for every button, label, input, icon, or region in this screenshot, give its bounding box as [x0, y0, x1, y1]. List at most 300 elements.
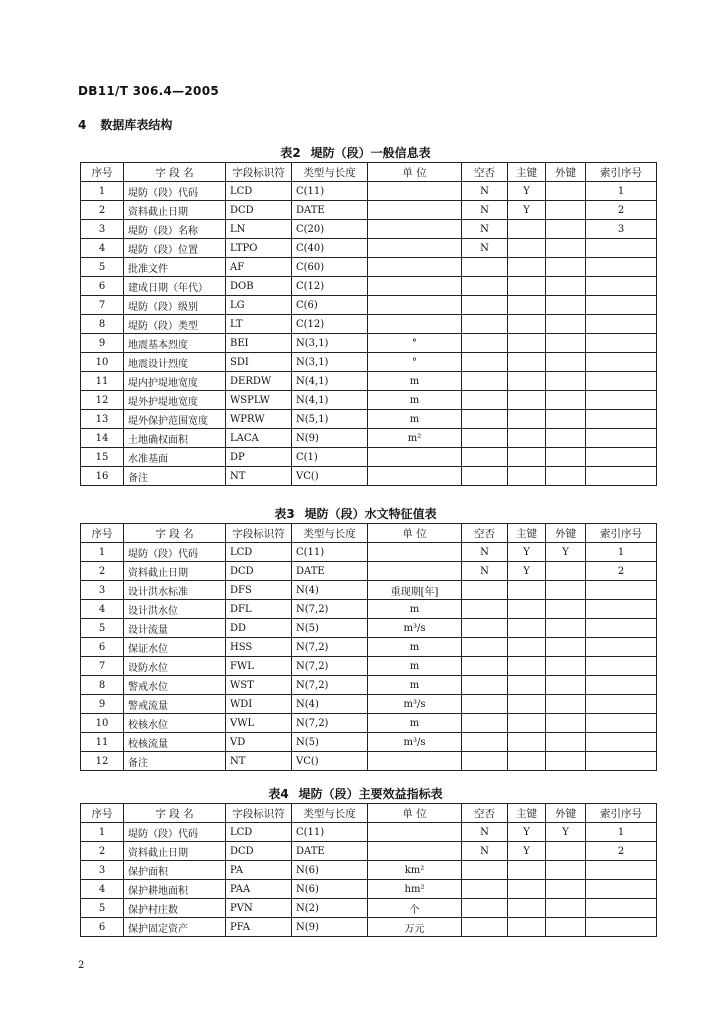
table-cell: N: [462, 201, 508, 220]
table-cell: 3: [81, 220, 124, 239]
table-cell: [462, 467, 508, 486]
table-cell: [462, 581, 508, 600]
table-cell: VC(): [292, 752, 368, 771]
column-header: 类型与长度: [292, 163, 368, 182]
table-cell: 1: [81, 823, 124, 842]
table4-benefit-indicators: [80, 803, 657, 937]
table-cell: 堤防（段）级别: [124, 296, 226, 315]
table-cell: [368, 842, 462, 861]
table-cell: 资料截止日期: [124, 201, 226, 220]
table-cell: [586, 467, 657, 486]
table-cell: N(2): [292, 899, 368, 918]
table-cell: [508, 410, 546, 429]
table-cell: 保护村庄数: [124, 899, 226, 918]
section-heading: [78, 116, 172, 133]
table-row: [81, 220, 657, 239]
table-row: [81, 733, 657, 752]
table-cell: C(11): [292, 543, 368, 562]
table-cell: [586, 752, 657, 771]
table-cell: DP: [226, 448, 292, 467]
table-cell: 堤外护堤地宽度: [124, 391, 226, 410]
table-cell: DFL: [226, 600, 292, 619]
table-cell: N(7,2): [292, 676, 368, 695]
table-cell: 6: [81, 277, 124, 296]
table-cell: 9: [81, 334, 124, 353]
table-cell: [462, 391, 508, 410]
table-cell: [368, 277, 462, 296]
table-cell: [508, 581, 546, 600]
table-cell: [508, 657, 546, 676]
table-cell: [508, 619, 546, 638]
table-cell: 6: [81, 638, 124, 657]
table-cell: [586, 429, 657, 448]
column-header: 序号: [81, 804, 124, 823]
table-cell: 万元: [368, 918, 462, 937]
table-cell: [586, 258, 657, 277]
table-cell: [546, 239, 586, 258]
table-cell: 堤防（段）代码: [124, 823, 226, 842]
table-cell: 13: [81, 410, 124, 429]
column-header: 外键: [546, 524, 586, 543]
table-row: [81, 562, 657, 581]
table-cell: WPRW: [226, 410, 292, 429]
table-cell: [508, 752, 546, 771]
table-cell: C(40): [292, 239, 368, 258]
table-cell: FWL: [226, 657, 292, 676]
table-cell: LN: [226, 220, 292, 239]
table-cell: C(1): [292, 448, 368, 467]
table-cell: [546, 861, 586, 880]
table-cell: 4: [81, 880, 124, 899]
table-row: [81, 353, 657, 372]
table-cell: [368, 239, 462, 258]
table-cell: 资料截止日期: [124, 842, 226, 861]
table-cell: [508, 353, 546, 372]
table-cell: °: [368, 353, 462, 372]
table-cell: Y: [508, 562, 546, 581]
table-cell: N: [462, 562, 508, 581]
table-cell: [546, 695, 586, 714]
column-header: 字段标识符: [226, 163, 292, 182]
table-cell: 堤防（段）代码: [124, 182, 226, 201]
table-cell: 2: [586, 201, 657, 220]
table-cell: [586, 676, 657, 695]
table-cell: DERDW: [226, 372, 292, 391]
table-cell: C(6): [292, 296, 368, 315]
table-cell: Y: [508, 842, 546, 861]
table-cell: [546, 220, 586, 239]
table-cell: [508, 239, 546, 258]
table-cell: m³/s: [368, 695, 462, 714]
table-cell: 7: [81, 296, 124, 315]
table-cell: N(5,1): [292, 410, 368, 429]
table-cell: km²: [368, 861, 462, 880]
table-cell: N(4,1): [292, 372, 368, 391]
column-header: 主键: [508, 524, 546, 543]
table-cell: 设计洪水位: [124, 600, 226, 619]
table-cell: 6: [81, 918, 124, 937]
table-cell: [508, 638, 546, 657]
table-cell: [546, 429, 586, 448]
column-header: 空否: [462, 163, 508, 182]
column-header: 单 位: [368, 804, 462, 823]
table-cell: 2: [81, 562, 124, 581]
table-cell: [368, 182, 462, 201]
table-cell: N(5): [292, 733, 368, 752]
table-cell: 设计洪水标准: [124, 581, 226, 600]
table4-caption-title: 堤防（段）主要效益指标表: [298, 787, 443, 801]
table-header-row: [81, 163, 657, 182]
table-cell: 堤防（段）名称: [124, 220, 226, 239]
table-cell: [546, 733, 586, 752]
table-cell: m: [368, 638, 462, 657]
table-cell: [508, 220, 546, 239]
table-cell: m: [368, 410, 462, 429]
table-cell: [586, 695, 657, 714]
table-cell: Y: [508, 543, 546, 562]
table-cell: 12: [81, 391, 124, 410]
table-cell: [546, 676, 586, 695]
table-cell: [586, 861, 657, 880]
table-cell: [508, 918, 546, 937]
table-cell: [508, 861, 546, 880]
column-header: 字 段 名: [124, 163, 226, 182]
table-cell: HSS: [226, 638, 292, 657]
table-cell: DATE: [292, 201, 368, 220]
table-row: [81, 182, 657, 201]
table-cell: 4: [81, 600, 124, 619]
table-cell: [508, 258, 546, 277]
table-cell: N: [462, 182, 508, 201]
table-cell: [586, 296, 657, 315]
table-cell: N(4,1): [292, 391, 368, 410]
table-cell: [586, 391, 657, 410]
table-row: [81, 467, 657, 486]
table-cell: [586, 619, 657, 638]
section-number: 4: [78, 118, 87, 132]
table-cell: m: [368, 391, 462, 410]
table-cell: 9: [81, 695, 124, 714]
table-cell: [546, 201, 586, 220]
table-header-row: [81, 524, 657, 543]
table-cell: 堤防（段）类型: [124, 315, 226, 334]
column-header: 外键: [546, 163, 586, 182]
table-cell: DFS: [226, 581, 292, 600]
table-row: [81, 619, 657, 638]
table4-caption: [0, 785, 711, 802]
table-cell: N(6): [292, 880, 368, 899]
table-cell: LCD: [226, 823, 292, 842]
column-header: 序号: [81, 163, 124, 182]
table-cell: [368, 258, 462, 277]
table-cell: WST: [226, 676, 292, 695]
table-cell: 1: [586, 823, 657, 842]
table-cell: 资料截止日期: [124, 562, 226, 581]
column-header: 单 位: [368, 524, 462, 543]
table-cell: [462, 638, 508, 657]
table-cell: SDI: [226, 353, 292, 372]
table-row: [81, 448, 657, 467]
table-cell: [586, 880, 657, 899]
table-cell: °: [368, 334, 462, 353]
table-cell: N(7,2): [292, 638, 368, 657]
table-cell: [462, 861, 508, 880]
table-cell: 3: [81, 581, 124, 600]
table-cell: [508, 600, 546, 619]
table-cell: N(7,2): [292, 657, 368, 676]
table-cell: 校核水位: [124, 714, 226, 733]
table-cell: 2: [586, 842, 657, 861]
table-row: [81, 429, 657, 448]
table-cell: 批准文件: [124, 258, 226, 277]
table-cell: 备注: [124, 467, 226, 486]
table-row: [81, 543, 657, 562]
table-cell: 校核流量: [124, 733, 226, 752]
table-row: [81, 638, 657, 657]
table-cell: [462, 918, 508, 937]
table-cell: N: [462, 823, 508, 842]
table-cell: [462, 334, 508, 353]
table-cell: [462, 714, 508, 733]
table-cell: [462, 657, 508, 676]
table-cell: [508, 334, 546, 353]
table-cell: [508, 695, 546, 714]
table-cell: 14: [81, 429, 124, 448]
table-cell: AF: [226, 258, 292, 277]
table-cell: [508, 277, 546, 296]
table-cell: [586, 657, 657, 676]
table-cell: [546, 880, 586, 899]
table-cell: [508, 296, 546, 315]
table-row: [81, 918, 657, 937]
table-cell: N: [462, 220, 508, 239]
table-cell: [462, 619, 508, 638]
column-header: 外键: [546, 804, 586, 823]
table-cell: 4: [81, 239, 124, 258]
table-cell: 5: [81, 899, 124, 918]
table-cell: PA: [226, 861, 292, 880]
table-cell: [586, 600, 657, 619]
table-cell: 地震设计烈度: [124, 353, 226, 372]
section-title: 数据库表结构: [100, 118, 173, 132]
column-header: 类型与长度: [292, 524, 368, 543]
table-cell: [462, 880, 508, 899]
table-cell: PVN: [226, 899, 292, 918]
table-cell: C(12): [292, 315, 368, 334]
table-cell: [508, 714, 546, 733]
table-cell: 设防水位: [124, 657, 226, 676]
table-cell: 水准基面: [124, 448, 226, 467]
table-cell: [586, 733, 657, 752]
table-cell: [546, 714, 586, 733]
table-cell: m: [368, 714, 462, 733]
table-cell: [462, 315, 508, 334]
table-cell: 保护面积: [124, 861, 226, 880]
table-cell: Y: [508, 182, 546, 201]
table-row: [81, 581, 657, 600]
table-cell: PAA: [226, 880, 292, 899]
table-cell: 2: [81, 201, 124, 220]
table-cell: C(11): [292, 182, 368, 201]
table-row: [81, 861, 657, 880]
table-cell: [586, 239, 657, 258]
table-cell: [586, 277, 657, 296]
table-cell: [462, 676, 508, 695]
table-cell: [546, 467, 586, 486]
table-row: [81, 676, 657, 695]
table-cell: 1: [586, 182, 657, 201]
table-cell: [462, 429, 508, 448]
table-cell: 保证水位: [124, 638, 226, 657]
table-cell: [508, 899, 546, 918]
document-code: DB11/T 306.4—2005: [78, 84, 220, 98]
table-row: [81, 823, 657, 842]
table-cell: Y: [546, 543, 586, 562]
table-cell: [586, 410, 657, 429]
table-cell: VD: [226, 733, 292, 752]
table-cell: 5: [81, 619, 124, 638]
table-cell: N(4): [292, 581, 368, 600]
table-cell: [462, 410, 508, 429]
table-cell: [546, 277, 586, 296]
column-header: 索引序号: [586, 163, 657, 182]
table-cell: m³/s: [368, 619, 462, 638]
table-cell: 7: [81, 657, 124, 676]
table-cell: DATE: [292, 842, 368, 861]
table-cell: NT: [226, 467, 292, 486]
table-cell: [462, 733, 508, 752]
table-cell: [586, 638, 657, 657]
table-cell: [586, 899, 657, 918]
table-cell: N(6): [292, 861, 368, 880]
table-cell: 8: [81, 676, 124, 695]
table4-caption-number: 表4: [268, 787, 289, 801]
table-cell: [462, 448, 508, 467]
table-cell: [586, 353, 657, 372]
table2-caption-number: 表2: [280, 146, 301, 160]
table-cell: m³/s: [368, 733, 462, 752]
table-cell: [546, 657, 586, 676]
table-row: [81, 899, 657, 918]
column-header: 空否: [462, 524, 508, 543]
table-cell: N(3,1): [292, 334, 368, 353]
table-cell: 1: [81, 543, 124, 562]
table-cell: [546, 448, 586, 467]
table-cell: [546, 182, 586, 201]
table3-caption: [0, 505, 711, 522]
table-cell: [462, 695, 508, 714]
table-cell: [546, 315, 586, 334]
table-cell: N(9): [292, 918, 368, 937]
table-cell: [546, 918, 586, 937]
table-cell: [546, 410, 586, 429]
table-row: [81, 201, 657, 220]
table-cell: 堤内护堤地宽度: [124, 372, 226, 391]
table-row: [81, 752, 657, 771]
table-cell: [368, 448, 462, 467]
table-cell: 3: [586, 220, 657, 239]
table-cell: [546, 638, 586, 657]
table-row: [81, 600, 657, 619]
table3-caption-number: 表3: [274, 507, 295, 521]
table-row: [81, 657, 657, 676]
table-cell: 11: [81, 733, 124, 752]
table-row: [81, 391, 657, 410]
table-cell: 3: [81, 861, 124, 880]
table-cell: [462, 899, 508, 918]
table-cell: m: [368, 657, 462, 676]
table-cell: [586, 372, 657, 391]
column-header: 序号: [81, 524, 124, 543]
table-cell: [586, 581, 657, 600]
table-cell: 重现期[年]: [368, 581, 462, 600]
table-cell: 5: [81, 258, 124, 277]
table-cell: VC(): [292, 467, 368, 486]
table-cell: DCD: [226, 562, 292, 581]
table-cell: N(9): [292, 429, 368, 448]
table-cell: [368, 823, 462, 842]
table-cell: WDI: [226, 695, 292, 714]
table-cell: [508, 429, 546, 448]
table3-caption-title: 堤防（段）水文特征值表: [304, 507, 437, 521]
table-cell: [508, 372, 546, 391]
table-cell: N(5): [292, 619, 368, 638]
table-cell: hm²: [368, 880, 462, 899]
table-row: [81, 880, 657, 899]
table-cell: [508, 467, 546, 486]
table-cell: [508, 315, 546, 334]
table-cell: [462, 353, 508, 372]
table-cell: LCD: [226, 182, 292, 201]
table-cell: 堤防（段）位置: [124, 239, 226, 258]
table-cell: [368, 543, 462, 562]
table-cell: m²: [368, 429, 462, 448]
table-cell: [546, 372, 586, 391]
table-row: [81, 695, 657, 714]
table-cell: [368, 296, 462, 315]
table-cell: 建成日期（年代）: [124, 277, 226, 296]
table-cell: [546, 258, 586, 277]
table-row: [81, 315, 657, 334]
column-header: 索引序号: [586, 804, 657, 823]
table-cell: LACA: [226, 429, 292, 448]
table-cell: [508, 391, 546, 410]
table-cell: [462, 258, 508, 277]
table-cell: [462, 277, 508, 296]
table-row: [81, 372, 657, 391]
table-cell: [546, 752, 586, 771]
table-cell: [586, 315, 657, 334]
table-cell: [368, 315, 462, 334]
table-cell: LTPO: [226, 239, 292, 258]
table-cell: 土地确权面积: [124, 429, 226, 448]
table-cell: N(4): [292, 695, 368, 714]
table-cell: [368, 201, 462, 220]
column-header: 单 位: [368, 163, 462, 182]
table-cell: C(12): [292, 277, 368, 296]
table-cell: 警戒流量: [124, 695, 226, 714]
table-cell: [508, 676, 546, 695]
table-cell: NT: [226, 752, 292, 771]
table-cell: N(3,1): [292, 353, 368, 372]
table-cell: 16: [81, 467, 124, 486]
table-cell: C(11): [292, 823, 368, 842]
table-cell: 15: [81, 448, 124, 467]
table-cell: [546, 562, 586, 581]
table-row: [81, 239, 657, 258]
table-cell: [508, 733, 546, 752]
table-cell: [508, 880, 546, 899]
